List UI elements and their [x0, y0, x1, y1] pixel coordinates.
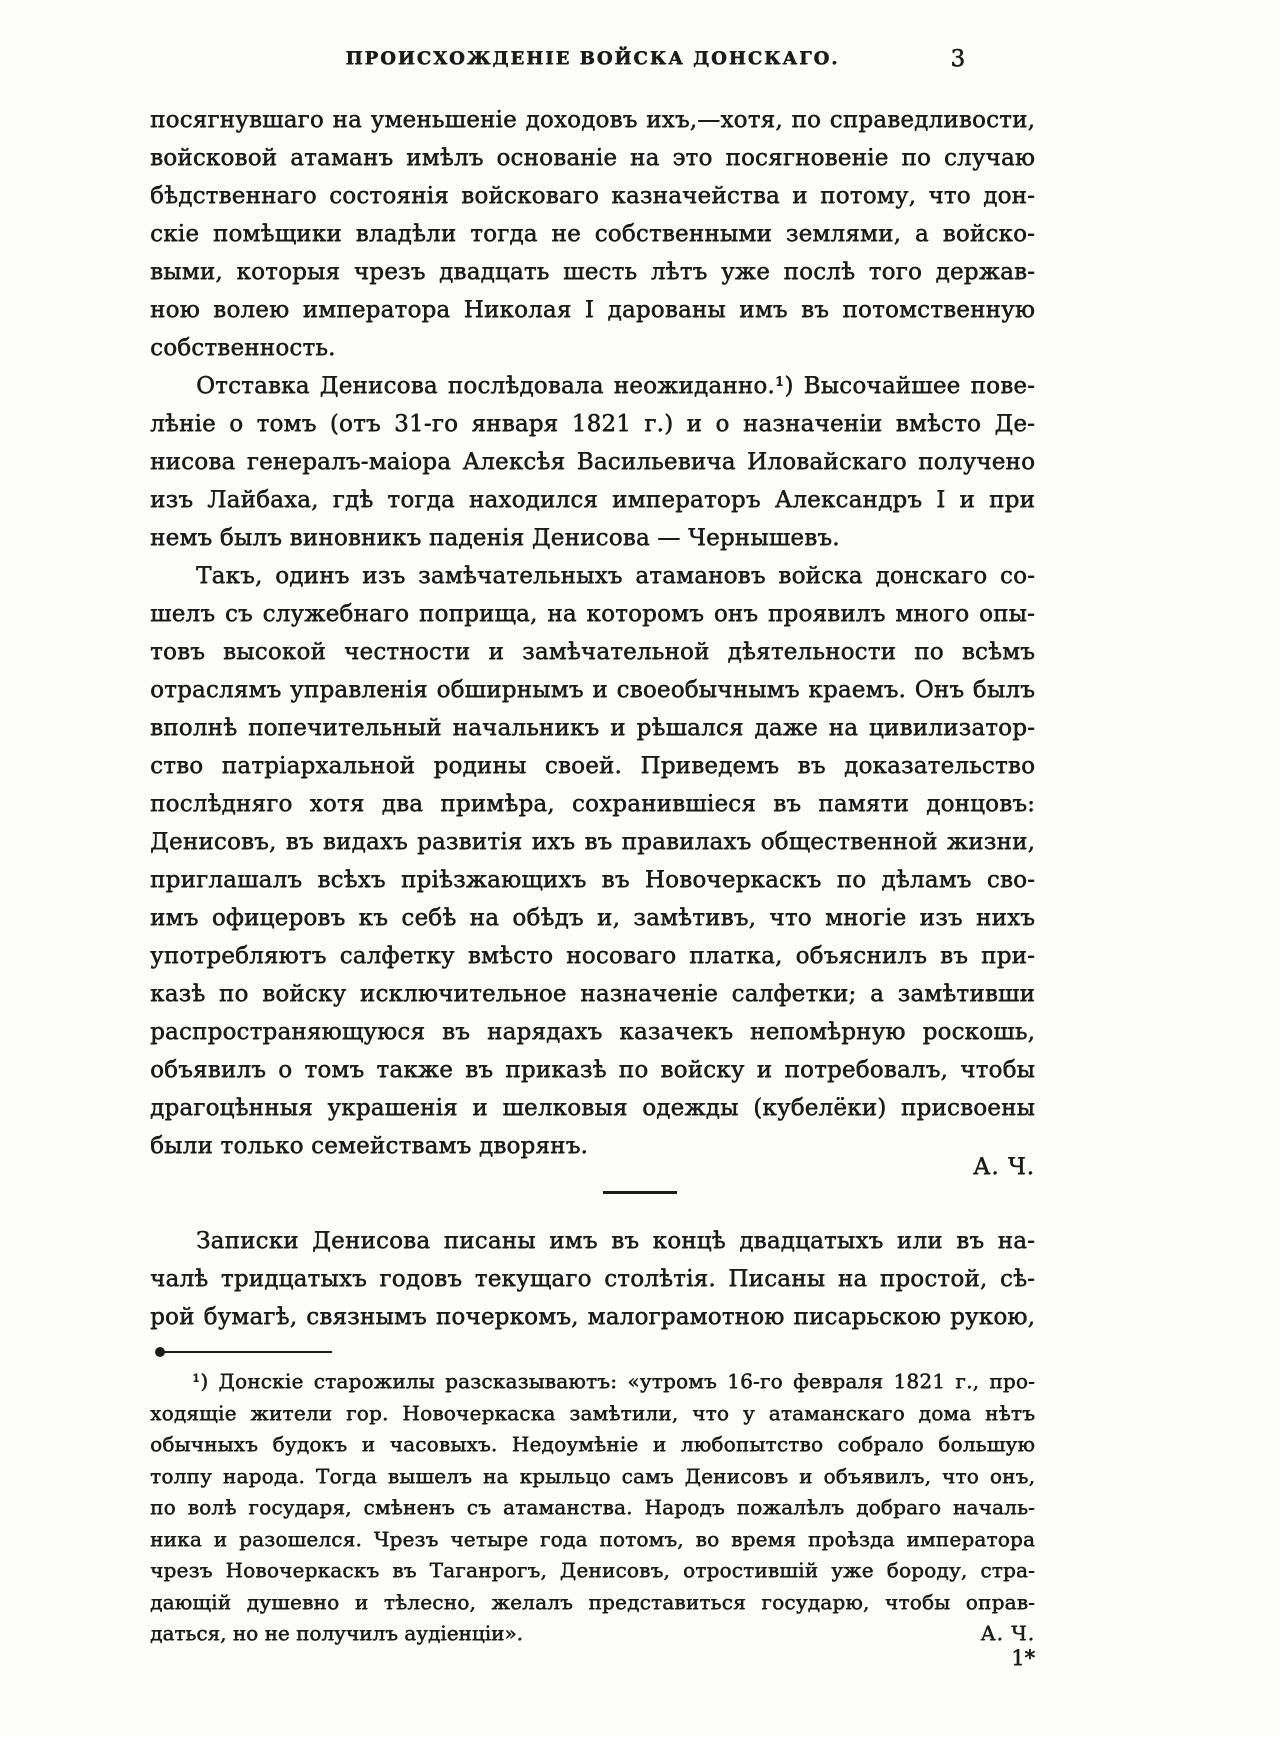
footnote-lines [150, 1366, 1035, 1618]
text-line: собственность. [150, 335, 336, 361]
author-initials: А. Ч. [972, 1154, 1035, 1180]
text-line: нисова генералъ-маіора Алексѣя Васильевича Иловайскаго получено [150, 449, 1035, 475]
text-line: немъ былъ виновникъ паденія Денисова — Чернышевъ. [150, 525, 840, 551]
running-header-title: ПРОИСХОЖДЕНІЕ ВОЙСКА ДОНСКАГО. [345, 48, 840, 69]
printers-signature-mark: 1* [1011, 1646, 1035, 1670]
text-line: приглашалъ всѣхъ пріѣзжающихъ въ Новочеркаскъ по дѣламъ сво- [150, 867, 1035, 893]
text-line: изъ Лайбаха, гдѣ тогда находился императоръ Александръ I и при [150, 487, 1035, 513]
text-line: дающій душевно и тѣлесно, желалъ представиться государю, чтобы оправ- [150, 1589, 1035, 1614]
footnote-separator-rule [160, 1351, 332, 1353]
text-line: лѣніе о томъ (отъ 31-го января 1821 г.) и о назначеніи вмѣсто Де- [150, 411, 1035, 437]
text-line: имъ офицеровъ къ себѣ на обѣдъ и, замѣтивъ, что многіе изъ нихъ [150, 905, 1035, 931]
text-line: рой бумагѣ, связнымъ почеркомъ, малограмотною писарьскою рукою, [150, 1304, 1035, 1330]
text-line: ною волею императора Николая I дарованы имъ въ потомственную [150, 297, 1035, 323]
text-line: Записки Денисова писаны имъ въ концѣ двадцатыхъ или въ на- [196, 1228, 1035, 1254]
text-line: были только семействамъ дворянъ. [150, 1133, 588, 1159]
text-line: выми, которыя чрезъ двадцать шесть лѣтъ уже послѣ того держав- [150, 259, 1035, 285]
text-line: ходящіе жители гор. Новочеркаска замѣтили, что у атаманскаго дома нѣтъ [150, 1400, 1035, 1425]
page-header [150, 46, 1035, 72]
text-line: Такъ, одинъ изъ замѣчательныхъ атамановъ войска донскаго со- [196, 563, 1035, 589]
text-line: чалѣ тридцатыхъ годовъ текущаго столѣтія. Писаны на простой, сѣ- [150, 1266, 1035, 1292]
footnote-block [150, 1366, 1035, 1650]
text-line: товъ высокой честности и замѣчательной дѣятельности по всѣмъ [150, 639, 1035, 665]
text-line: обычныхъ будокъ и часовыхъ. Недоумѣніе и любопытство собрало большую [150, 1432, 1035, 1456]
text-line: распространяющуюся въ нарядахъ казачекъ непомѣрную роскошь, [150, 1019, 1035, 1045]
text-line: толпу народа. Тогда вышелъ на крыльцо самъ Денисовъ и объявилъ, что онъ, [150, 1463, 1035, 1488]
text-line: объявилъ о томъ также въ приказѣ по войску и потребовалъ, чтобы [150, 1057, 1035, 1083]
text-line: чрезъ Новочеркаскъ въ Таганрогъ, Денисовъ, отростившій уже бороду, стра- [150, 1558, 1035, 1582]
text-line: скіе помѣщики владѣли тогда не собственными землями, а войско- [150, 221, 1035, 247]
text-line: шелъ съ служебнаго поприща, на которомъ онъ проявилъ много опы- [150, 601, 1035, 627]
text-line: послѣдняго хотя два примѣра, сохранившіеся въ памяти донцовъ: [150, 791, 1035, 817]
text-line: употребляютъ салфетку вмѣсто носоваго платка, объяснилъ въ при- [150, 943, 1035, 969]
footnote-author-initials: А. Ч. [980, 1621, 1035, 1645]
text-line: ника и разошелся. Чрезъ четыре года потомъ, во время проѣзда императора [150, 1526, 1035, 1551]
section-divider-rule [603, 1191, 677, 1194]
footnote-last-line: даться, но не получилъ аудіенціи». [150, 1621, 523, 1645]
text-line: по волѣ государя, смѣненъ съ атаманства. Народъ пожалѣлъ добраго началь- [150, 1495, 1035, 1519]
main-text-block [150, 101, 1035, 1165]
text-line: отраслямъ управленія обширнымъ и своеобычнымъ краемъ. Онъ былъ [150, 677, 1035, 703]
text-line: ¹) Донскіе старожилы разсказываютъ: «утромъ 16-го февраля 1821 г., про- [192, 1369, 1035, 1393]
text-line: войсковой атаманъ имѣлъ основаніе на это посягновеніе по случаю [150, 145, 1035, 171]
second-section-text-block [150, 1222, 1035, 1336]
text-line: Денисовъ, въ видахъ развитія ихъ въ правилахъ общественной жизни, [150, 829, 1035, 855]
text-line: казѣ по войску исключительное назначеніе салфетки; а замѣтивши [150, 981, 1035, 1007]
page-number: 3 [950, 46, 965, 72]
text-line: бѣдственнаго состоянія войсковаго казначейства и потому, что дон- [150, 183, 1035, 209]
text-line: посягнувшаго на уменьшеніе доходовъ ихъ,—хотя, по справедливости, [150, 107, 1035, 133]
text-line: драгоцѣнныя украшенія и шелковыя одежды (кубелёки) присвоены [150, 1095, 1035, 1121]
text-line: ство патріархальной родины своей. Приведемъ въ доказательство [150, 753, 1035, 779]
text-line: Отставка Денисова послѣдовала неожиданно.¹) Высочайшее пове- [196, 373, 1035, 399]
text-line: вполнѣ попечительный начальникъ и рѣшался даже на цивилизатор- [150, 715, 1035, 741]
